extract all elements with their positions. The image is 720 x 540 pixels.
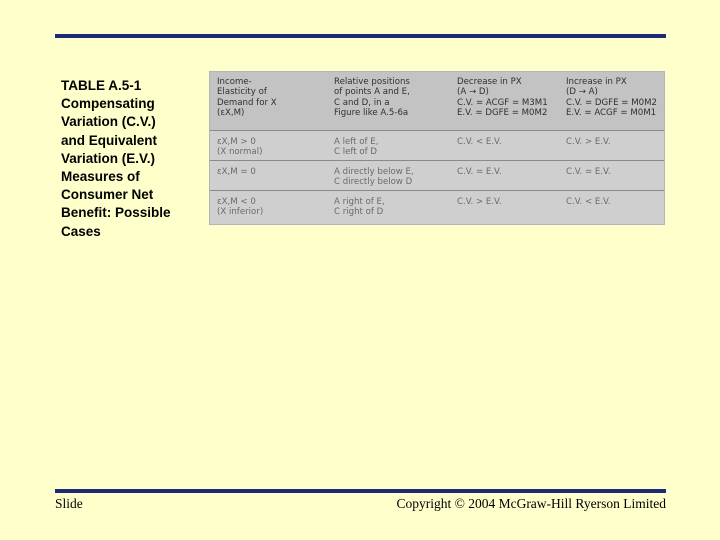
caption-line: Measures of <box>61 169 140 185</box>
footer-slide-label: Slide <box>55 496 83 511</box>
top-rule <box>55 34 666 38</box>
header-cell-decrease: Decrease in PX (A → D) C.V. = ACGF = M3M1 E.V. = DGFE = M0M2 <box>457 77 548 119</box>
row-3-decrease: C.V. > E.V. <box>457 197 502 207</box>
row-divider <box>210 190 664 191</box>
row-2-positions: A directly below E, C directly below D <box>334 167 414 188</box>
caption-line: and Equivalent <box>61 132 158 148</box>
header-cell-increase: Increase in PX (D → A) C.V. = DGFE = M0M2 E.V. = ACGF = M0M1 <box>566 77 657 119</box>
row-3-positions: A right of E, C right of D <box>334 197 385 218</box>
bottom-rule <box>55 489 666 493</box>
caption-line: Benefit: Possible <box>61 205 171 221</box>
row-1-elasticity: εX,M > 0 (X normal) <box>217 137 263 158</box>
cv-ev-table <box>209 71 665 225</box>
table-caption <box>61 77 201 241</box>
caption-line: Compensating <box>61 96 155 112</box>
row-divider <box>210 160 664 161</box>
caption-line: Cases <box>61 223 101 239</box>
footer-copyright: Copyright © 2004 McGraw-Hill Ryerson Limited <box>396 496 666 511</box>
row-3-elasticity: εX,M < 0 (X inferior) <box>217 197 264 218</box>
row-1-positions: A left of E, C left of D <box>334 137 379 158</box>
caption-line: Variation (C.V.) <box>61 114 156 130</box>
row-3-increase: C.V. < E.V. <box>566 197 611 207</box>
row-divider <box>210 130 664 131</box>
row-1-decrease: C.V. < E.V. <box>457 137 502 147</box>
caption-line: Consumer Net <box>61 187 154 203</box>
caption-line: TABLE A.5-1 <box>61 78 142 93</box>
header-cell-positions: Relative positions of points A and E, C and D, in a Figure like A.5-6a <box>334 77 410 119</box>
caption-line: Variation (E.V.) <box>61 150 156 166</box>
row-1-increase: C.V. > E.V. <box>566 137 611 147</box>
header-cell-elasticity: Income- Elasticity of Demand for X (εX,M) <box>217 77 277 119</box>
row-2-increase: C.V. = E.V. <box>566 167 611 177</box>
row-2-decrease: C.V. = E.V. <box>457 167 502 177</box>
row-2-elasticity: εX,M = 0 <box>217 167 256 177</box>
